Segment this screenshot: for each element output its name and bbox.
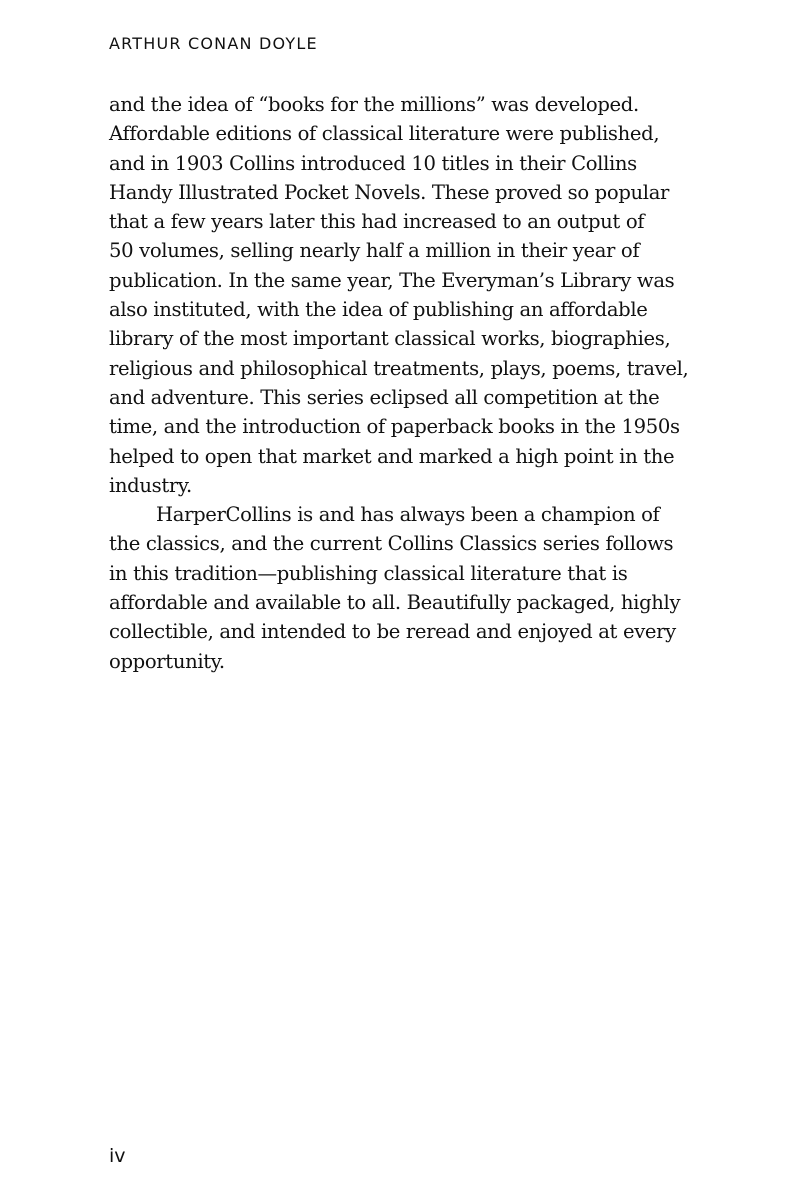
text-line: library of the most important classical works, biographies, [109,327,671,351]
text-line: that a few years later this had increased to an output of [109,210,645,234]
text-line: 50 volumes, selling nearly half a million in their year of [109,239,640,263]
text-line: opportunity. [109,649,225,673]
text-line: religious and philosophical treatments, plays, poems, travel, [109,356,689,380]
text-line: helped to open that market and marked a high point in the [109,444,675,468]
paragraph-2 [109,500,689,676]
paragraph-1 [109,90,689,500]
text-line: in this tradition—publishing classical literature that is [109,561,628,585]
text-line: the classics, and the current Collins Classics series follows [109,532,674,556]
text-line: and adventure. This series eclipsed all competition at the [109,385,660,409]
running-head: ARTHUR CONAN DOYLE [109,34,318,53]
text-line: industry. [109,473,192,497]
page-number: iv [109,1145,126,1167]
text-line: also instituted, with the idea of publishing an affordable [109,298,648,322]
text-line: Affordable editions of classical literature were published, [109,122,660,146]
text-line: Handy Illustrated Pocket Novels. These proved so popular [109,180,670,204]
text-line: and the idea of “books for the millions” was developed. [109,93,639,116]
text-line: publication. In the same year, The Everyman’s Library was [109,268,675,292]
text-line: and in 1903 Collins introduced 10 titles in their Collins [109,151,637,175]
text-line: collectible, and intended to be reread and enjoyed at every [109,620,676,644]
text-line: HarperCollins is and has always been a champion of [156,503,660,527]
text-line: affordable and available to all. Beautifully packaged, highly [109,591,681,615]
body-text [109,90,689,676]
text-line: time, and the introduction of paperback books in the 1950s [109,415,680,439]
